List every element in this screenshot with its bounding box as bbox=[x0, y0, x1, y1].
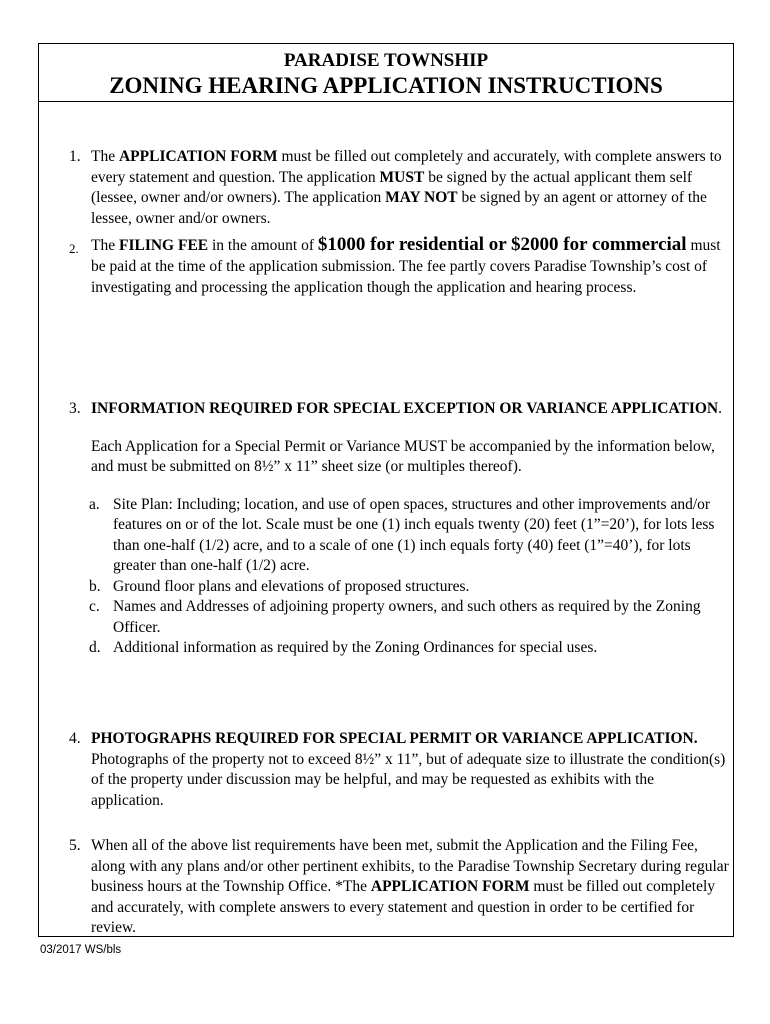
item-text: The FILING FEE in the amount of $1000 for residential or $2000 for commercial must be paid at the time of the application submission. The fee partly covers Paradise Township’s cost of investigating and processing the application though the application and hearing process. bbox=[91, 234, 721, 296]
sublist-item-a: a. Site Plan: Including; location, and use of open spaces, structures and other improvements and/or features on or of the lot. Scale must be one (1) inch equals twenty (20) feet (1”=20’), for lots less than one-half (1/2) acre, and to a scale of one (1) inch equals forty (40) feet (1”=40’), for lots greater than one-half (1/2) acre. bbox=[89, 495, 715, 574]
sublist-item-c: c. Names and Addresses of adjoining property owners, and such others as required by the Zoning Officer. bbox=[89, 598, 701, 636]
item-text: PHOTOGRAPHS REQUIRED FOR SPECIAL PERMIT OR VARIANCE APPLICATION. Photographs of the property not to exceed 8½” x 11”, but of adequate size to illustrate the condition(s) of the property under discussion may be helpful, and may be requested as exhibits with the application. bbox=[91, 730, 726, 809]
item-number: 3. bbox=[69, 400, 81, 417]
item-number: 2. bbox=[69, 241, 79, 256]
item-heading: INFORMATION REQUIRED FOR SPECIAL EXCEPTION OR VARIANCE APPLICATION. bbox=[91, 400, 722, 417]
sublist-item-b: b. Ground floor plans and elevations of proposed structures. bbox=[89, 577, 470, 595]
document-header bbox=[39, 44, 733, 102]
instruction-item-4 bbox=[69, 729, 729, 811]
instruction-item-2 bbox=[69, 234, 729, 298]
instruction-item-5 bbox=[69, 836, 729, 939]
sublist-item-d: d. Additional information as required by the Zoning Ordinances for special uses. bbox=[89, 639, 598, 656]
item-text: When all of the above list requirements have been met, submit the Application and the Filing Fee, along with any plans and/or other pertinent exhibits, to the Paradise Township Secretary during regular business hours at the Township Office. *The APPLICATION FORM must be filled out completely and accurately, with complete answers to every statement and question in order to be certified for review. bbox=[91, 837, 729, 936]
footer-revision: 03/2017 WS/bls bbox=[40, 944, 122, 956]
item-number: 5. bbox=[69, 837, 81, 854]
header-township: PARADISE TOWNSHIP bbox=[283, 50, 489, 71]
item-text: The APPLICATION FORM must be filled out completely and accurately, with complete answers to every statement and question. The application MUST be signed by the actual applicant them self (lessee, owner and/or owners). The application MAY NOT be signed by an agent or attorney of the lessee, owner and/or owners. bbox=[91, 148, 722, 227]
sublist bbox=[69, 495, 729, 659]
item-paragraph: Each Application for a Special Permit or Variance MUST be accompanied by the information below, and must be submitted on 8½” x 11” sheet size (or multiples thereof). bbox=[91, 437, 715, 475]
instruction-item-3 bbox=[69, 399, 729, 659]
instruction-item-1 bbox=[69, 147, 729, 229]
filing-fee-amount: $1000 for residential or $2000 for commercial bbox=[317, 234, 687, 255]
item-number: 4. bbox=[69, 730, 81, 747]
document-frame bbox=[38, 43, 734, 937]
item-number: 1. bbox=[69, 148, 81, 165]
header-title: ZONING HEARING APPLICATION INSTRUCTIONS bbox=[109, 73, 663, 98]
